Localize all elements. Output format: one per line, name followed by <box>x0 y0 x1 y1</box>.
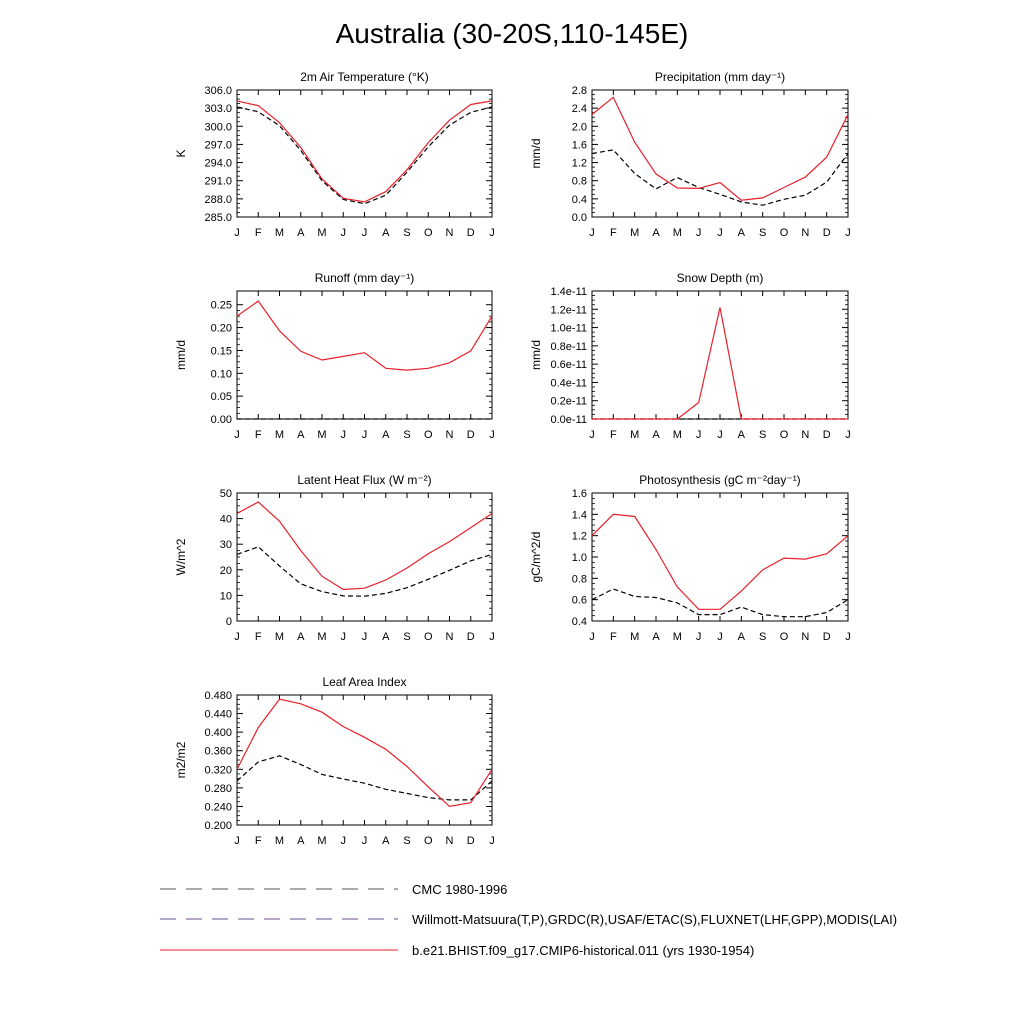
y-tick-label: 0.320 <box>204 764 232 777</box>
y-tick-label: 297.0 <box>204 139 232 152</box>
panel-title: 2m Air Temperature (°K) <box>300 70 429 84</box>
y-axis-label: W/m^2 <box>174 538 188 576</box>
x-tick-label: N <box>801 631 810 643</box>
x-tick-label: J <box>489 227 495 239</box>
x-tick-label: J <box>717 227 723 239</box>
x-tick-label: A <box>297 835 305 847</box>
x-tick-label: J <box>340 835 346 847</box>
y-tick-label: 0.05 <box>210 391 232 404</box>
plot-frame <box>237 493 492 621</box>
plot-frame <box>592 493 848 621</box>
x-tick-label: F <box>609 631 617 643</box>
obs-series-line <box>237 756 492 800</box>
x-tick-label: J <box>340 227 346 239</box>
y-tick-label: 288.0 <box>204 193 232 206</box>
chart-panel-6 <box>529 473 851 643</box>
x-tick-label: D <box>466 429 475 441</box>
x-tick-label: A <box>652 631 660 643</box>
x-tick-label: J <box>845 227 851 239</box>
x-tick-label: J <box>340 429 346 441</box>
x-tick-label: O <box>423 835 433 847</box>
y-tick-label: 306.0 <box>204 85 232 97</box>
x-tick-label: A <box>297 631 305 643</box>
x-tick-label: J <box>361 429 368 441</box>
x-tick-label: M <box>672 631 682 643</box>
y-axis-label: m2/m2 <box>174 741 188 779</box>
x-tick-label: O <box>423 227 433 239</box>
x-tick-label: N <box>445 631 454 643</box>
x-tick-label: M <box>630 429 640 441</box>
x-tick-label: M <box>274 227 285 239</box>
y-tick-label: 0.15 <box>210 345 232 358</box>
x-tick-label: D <box>466 835 475 847</box>
x-tick-label: J <box>340 631 346 643</box>
x-tick-label: S <box>403 227 411 239</box>
y-tick-label: 0.25 <box>210 299 232 312</box>
y-tick-label: 285.0 <box>204 212 232 224</box>
x-tick-label: J <box>361 835 368 847</box>
x-tick-label: J <box>845 429 851 441</box>
y-tick-label: 40 <box>219 513 232 526</box>
model-series-line <box>237 699 492 806</box>
y-axis-label: gC/m^2/d <box>529 531 543 583</box>
y-tick-label: 1.4e-11 <box>550 286 587 298</box>
x-tick-label: J <box>695 631 702 643</box>
y-tick-label: 300.0 <box>204 121 232 134</box>
x-tick-label: M <box>630 227 640 239</box>
x-tick-label: A <box>652 227 660 239</box>
x-tick-label: A <box>652 429 660 441</box>
plot-frame <box>592 90 848 217</box>
x-tick-label: J <box>489 429 495 441</box>
x-tick-label: M <box>672 227 682 239</box>
y-axis-label: mm/d <box>529 340 543 370</box>
x-tick-label: J <box>589 429 595 441</box>
y-tick-label: 1.0 <box>571 552 587 564</box>
x-tick-label: A <box>737 631 746 643</box>
x-tick-label: J <box>234 429 240 441</box>
x-tick-label: J <box>717 429 723 441</box>
x-tick-label: O <box>423 631 433 643</box>
chart-panel-1 <box>174 70 495 239</box>
legend-label: b.e21.BHIST.f09_g17.CMIP6-historical.011 (yrs 1930-1954) <box>412 943 755 958</box>
x-tick-label: J <box>589 631 595 643</box>
y-tick-label: 2.8 <box>571 85 587 97</box>
y-tick-label: 1.4 <box>571 509 587 522</box>
plot-frame <box>237 291 492 419</box>
x-tick-label: J <box>361 631 368 643</box>
y-tick-label: 1.0e-11 <box>550 322 587 335</box>
x-tick-label: D <box>466 631 475 643</box>
y-tick-label: 0.20 <box>210 322 232 335</box>
chart-panel-5 <box>174 473 495 643</box>
y-tick-label: 1.2 <box>571 157 587 170</box>
x-tick-label: S <box>758 227 767 239</box>
y-tick-label: 0.4 <box>571 193 587 206</box>
chart-panel-4 <box>529 271 851 441</box>
model-series-line <box>592 97 848 200</box>
y-tick-label: 0.6 <box>571 594 587 607</box>
x-tick-label: J <box>489 835 495 847</box>
x-tick-label: F <box>254 227 262 239</box>
x-tick-label: S <box>403 835 411 847</box>
obs-series-line <box>592 589 848 617</box>
x-tick-label: J <box>695 429 702 441</box>
x-tick-label: D <box>822 227 831 239</box>
x-tick-label: D <box>822 631 831 643</box>
legend-label: Willmott-Matsuura(T,P),GRDC(R),USAF/ETAC(S),FLUXNET(LHF,GPP),MODIS(LAI) <box>412 912 898 927</box>
x-tick-label: F <box>254 835 262 847</box>
y-tick-label: 0.280 <box>204 782 232 795</box>
x-tick-label: O <box>779 631 789 643</box>
x-tick-label: M <box>672 429 682 441</box>
x-tick-label: M <box>317 631 327 643</box>
model-series-line <box>592 308 848 420</box>
y-tick-label: 0.240 <box>204 801 232 814</box>
y-tick-label: 303.0 <box>204 103 232 116</box>
x-tick-label: D <box>466 227 475 239</box>
panel-title: Leaf Area Index <box>322 675 407 689</box>
model-series-line <box>237 101 492 202</box>
x-tick-label: J <box>234 835 240 847</box>
y-tick-label: 0.4e-11 <box>550 377 587 390</box>
y-tick-label: 20 <box>219 564 232 577</box>
y-tick-label: 0.10 <box>210 368 232 381</box>
obs-series-line <box>592 150 848 205</box>
x-tick-label: A <box>297 429 305 441</box>
x-tick-label: N <box>801 429 810 441</box>
y-tick-label: 0.2e-11 <box>550 395 587 408</box>
y-axis-label: K <box>174 149 188 158</box>
chart-panel-2 <box>529 70 851 239</box>
y-tick-label: 50 <box>219 488 232 500</box>
model-series-line <box>237 301 492 370</box>
panel-title: Runoff (mm day⁻¹) <box>314 271 415 285</box>
y-tick-label: 0.200 <box>204 820 232 832</box>
y-tick-label: 0.8 <box>571 175 587 188</box>
x-tick-label: J <box>717 631 723 643</box>
legend-label: CMC 1980-1996 <box>412 882 508 897</box>
y-tick-label: 0.00 <box>210 414 232 426</box>
x-tick-label: M <box>317 227 327 239</box>
x-tick-label: M <box>317 429 327 441</box>
x-tick-label: S <box>758 631 767 643</box>
x-tick-label: S <box>758 429 767 441</box>
x-tick-label: O <box>423 429 433 441</box>
x-tick-label: J <box>845 631 851 643</box>
y-axis-label: mm/d <box>529 138 543 169</box>
y-tick-label: 0.8e-11 <box>550 340 587 353</box>
x-tick-label: N <box>445 429 454 441</box>
x-tick-label: F <box>609 429 617 441</box>
x-tick-label: J <box>695 227 702 239</box>
x-tick-label: J <box>234 631 240 643</box>
y-tick-label: 0.480 <box>204 690 232 702</box>
y-tick-label: 2.4 <box>571 103 587 116</box>
x-tick-label: A <box>297 227 305 239</box>
panel-title: Snow Depth (m) <box>676 271 764 285</box>
panel-title: Photosynthesis (gC m⁻²day⁻¹) <box>639 473 801 487</box>
chart-panel-7 <box>174 675 495 847</box>
x-tick-label: N <box>445 835 454 847</box>
y-tick-label: 1.2e-11 <box>550 304 587 317</box>
x-tick-label: M <box>274 429 285 441</box>
panel-title: Latent Heat Flux (W m⁻²) <box>297 473 432 487</box>
y-tick-label: 0.4 <box>571 616 587 628</box>
y-tick-label: 0.0e-11 <box>550 414 587 426</box>
x-tick-label: A <box>737 227 746 239</box>
chart-panel-3 <box>174 271 495 441</box>
y-tick-label: 0.8 <box>571 573 587 586</box>
y-tick-label: 30 <box>219 539 232 552</box>
x-tick-label: M <box>274 631 285 643</box>
x-tick-label: A <box>382 429 390 441</box>
x-tick-label: D <box>822 429 831 441</box>
y-tick-label: 0.6e-11 <box>550 359 587 372</box>
y-tick-label: 291.0 <box>204 175 232 188</box>
x-tick-label: A <box>382 227 390 239</box>
y-tick-label: 0.0 <box>571 212 587 224</box>
y-tick-label: 294.0 <box>204 157 232 170</box>
x-tick-label: J <box>589 227 595 239</box>
x-tick-label: A <box>382 835 390 847</box>
y-tick-label: 2.0 <box>571 121 587 134</box>
y-tick-label: 0.440 <box>204 708 232 721</box>
x-tick-label: S <box>403 631 411 643</box>
model-series-line <box>237 502 492 590</box>
x-tick-label: J <box>234 227 240 239</box>
x-tick-label: J <box>489 631 495 643</box>
x-tick-label: O <box>779 429 789 441</box>
plot-frame <box>237 90 492 217</box>
panel-title: Precipitation (mm day⁻¹) <box>654 70 786 84</box>
x-tick-label: M <box>274 835 285 847</box>
x-tick-label: A <box>737 429 746 441</box>
x-tick-label: F <box>254 631 262 643</box>
x-tick-label: F <box>254 429 262 441</box>
y-tick-label: 0 <box>225 616 232 628</box>
y-tick-label: 0.360 <box>204 745 232 758</box>
y-tick-label: 1.6 <box>571 488 587 500</box>
obs-series-line <box>237 107 492 204</box>
x-tick-label: N <box>445 227 454 239</box>
x-tick-label: N <box>801 227 810 239</box>
x-tick-label: S <box>403 429 411 441</box>
page-title: Australia (30-20S,110-145E) <box>335 18 689 49</box>
x-tick-label: O <box>779 227 789 239</box>
x-tick-label: M <box>317 835 327 847</box>
x-tick-label: M <box>630 631 640 643</box>
y-tick-label: 1.2 <box>571 530 587 543</box>
y-axis-label: mm/d <box>174 340 188 370</box>
x-tick-label: A <box>382 631 390 643</box>
x-tick-label: F <box>609 227 617 239</box>
x-tick-label: J <box>361 227 368 239</box>
y-tick-label: 1.6 <box>571 139 587 152</box>
y-tick-label: 0.400 <box>204 727 232 740</box>
y-tick-label: 10 <box>219 590 232 603</box>
